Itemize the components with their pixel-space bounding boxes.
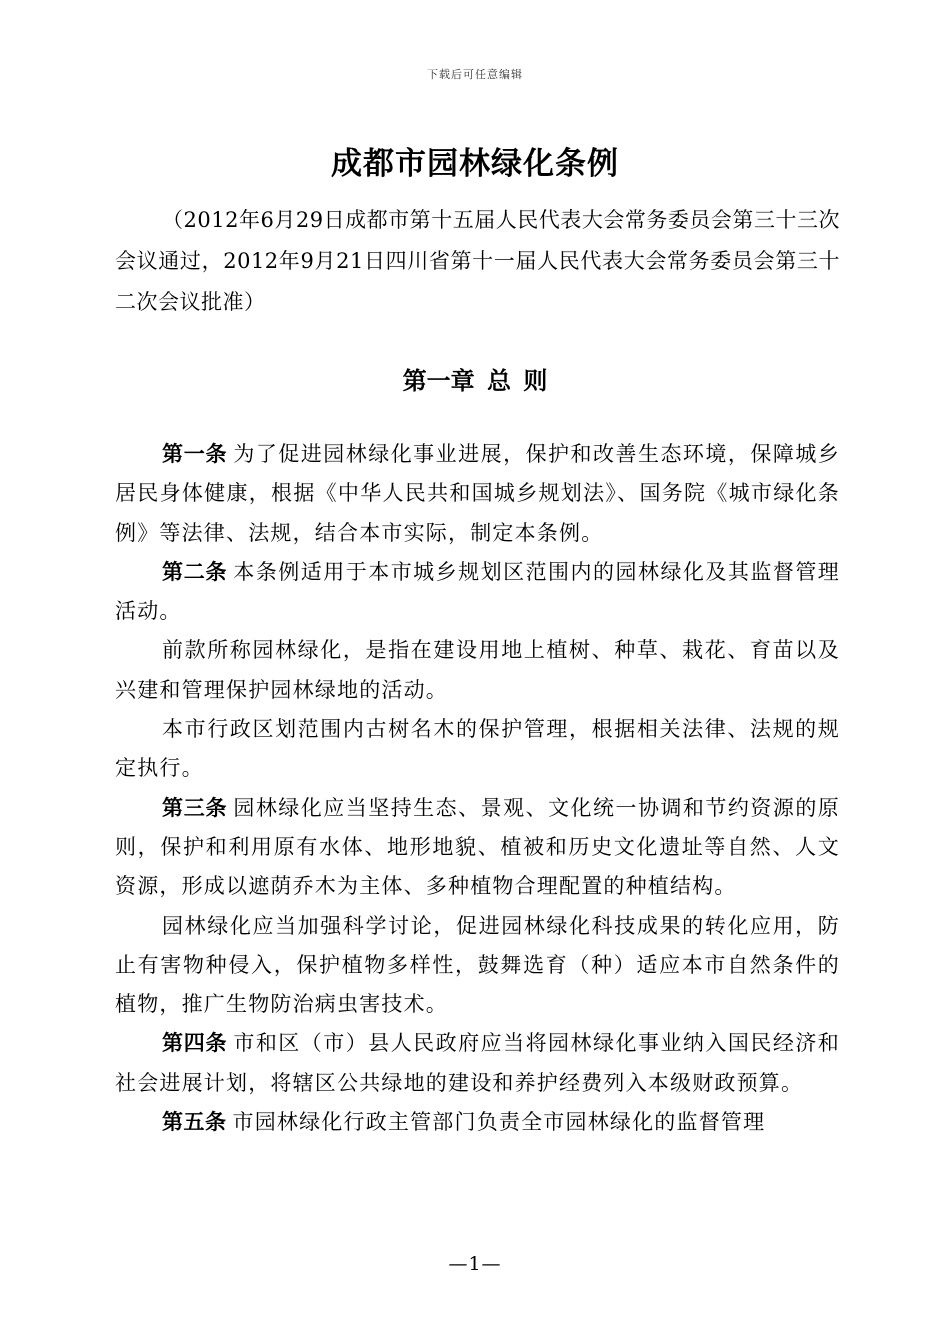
paragraph-article-1: [115, 435, 840, 553]
paragraph-text: 市和区（市）县人民政府应当将园林绿化事业纳入国民经济和社会进展计划，将辖区公共绿地的建设和养护经费列入本级财政预算。: [115, 1031, 840, 1095]
paragraph-text: 前款所称园林绿化，是指在建设用地上植树、种草、栽花、育苗以及兴建和管理保护园林绿地的活动。: [115, 638, 840, 702]
article-number: 第四条: [162, 1031, 228, 1056]
paragraph-text: 本市行政区划范围内古树名木的保护管理，根据相关法律、法规的规定执行。: [115, 717, 840, 781]
paragraph-text: 市园林绿化行政主管部门负责全市园林绿化的监督管理: [232, 1110, 766, 1135]
paragraph-text: 园林绿化应当加强科学讨论，促进园林绿化科技成果的转化应用，防止有害物种侵入，保护植物多样性，鼓舞选育（种）适应本市自然条件的植物，推广生物防治病虫害技术。: [115, 913, 840, 1017]
paragraph-article-5: [115, 1103, 840, 1142]
paragraph-text: 为了促进园林绿化事业进展，保护和改善生态环境，保障城乡居民身体健康，根据《中华人民共和国城乡规划法》、国务院《城市绿化条例》等法律、法规，结合本市实际，制定本条例。: [115, 442, 840, 545]
body-text: [115, 435, 840, 1142]
paragraph-text: 园林绿化应当坚持生态、景观、文化统一协调和节约资源的原则，保护和利用原有水体、地形地貌、植被和历史文化遗址等自然、人文资源，形成以遮荫乔木为主体、多种植物合理配置的种植结构。: [115, 795, 840, 899]
paragraph-article-2-clause-3: [115, 710, 840, 789]
paragraph-article-2-clause-2: [115, 631, 840, 710]
paragraph-article-3-clause-2: [115, 907, 840, 1025]
paragraph-article-2: [115, 553, 840, 632]
article-number: 第二条: [162, 559, 228, 584]
document-title: 成都市园林绿化条例: [331, 146, 619, 182]
preamble: （2012年6月29日成都市第十五届人民代表大会常务委员会第三十三次会议通过，2012年9月21日四川省第十一届人民代表大会常务委员会第三十二次会议批准）: [115, 208, 840, 314]
paragraph-text: 本条例适用于本市城乡规划区范围内的园林绿化及其监督管理活动。: [115, 559, 840, 624]
article-number: 第三条: [162, 795, 228, 820]
chapter-heading: 第一章 总 则: [402, 366, 548, 395]
page-number: —1—: [448, 1253, 502, 1275]
article-number: 第五条: [162, 1110, 227, 1135]
paragraph-article-4: [115, 1024, 840, 1103]
header-note: 下载后可任意编辑: [427, 68, 523, 81]
article-number: 第一条: [162, 442, 228, 466]
paragraph-article-3: [115, 789, 840, 907]
